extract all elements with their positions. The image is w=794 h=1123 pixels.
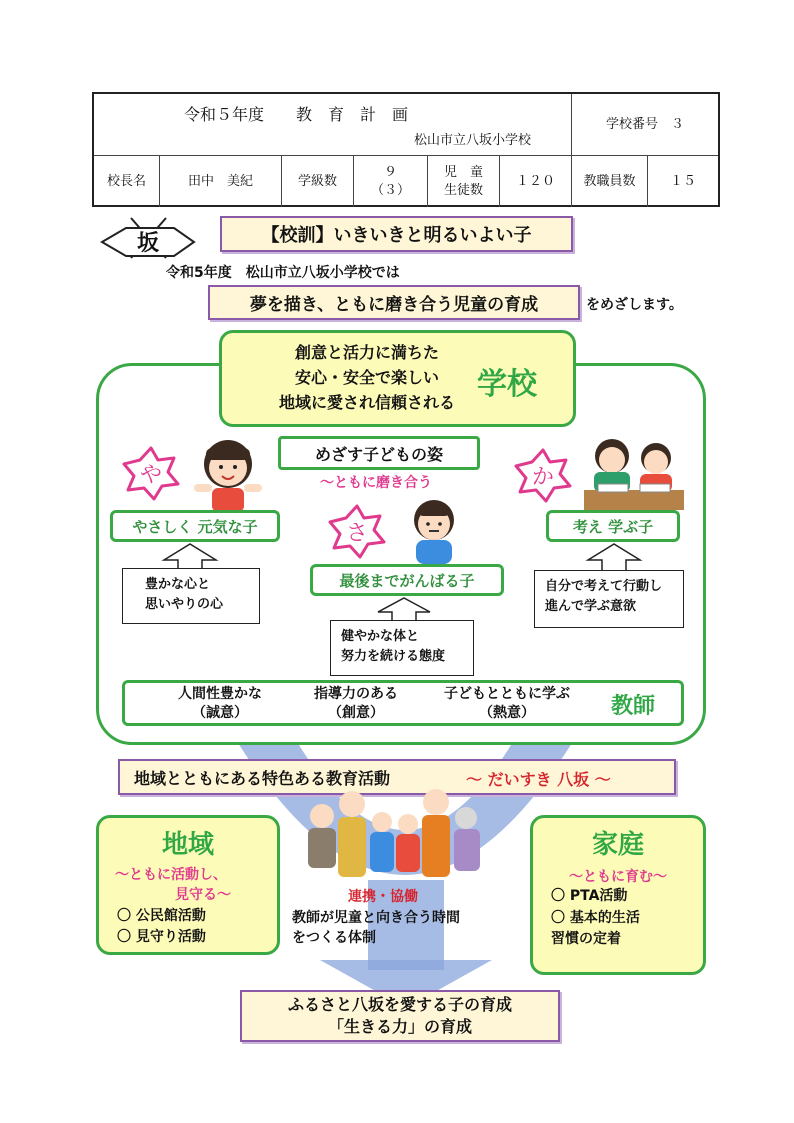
title-cell [94, 94, 572, 156]
plan-title: 令和５年度 教 育 計 画 [184, 105, 409, 124]
activity-text: 地域とともにある特色ある教育活動 [134, 768, 391, 788]
logo-char: 坂 [136, 230, 160, 256]
community-subtitle-1: ～ともに活動し、 [115, 867, 227, 883]
teacher-item-2 [301, 685, 411, 723]
intro-text: 令和5年度 松山市立八坂小学校では [166, 265, 400, 281]
school-line-2: 安心・安全で楽しい [294, 367, 439, 387]
teacher-item-3-bottom: （熱意） [479, 704, 535, 721]
staff-label: 教職員数 [572, 156, 648, 207]
flower-ya-icon [120, 444, 182, 502]
school-description [252, 341, 482, 415]
students-value: １２０ [500, 156, 572, 207]
studying-children-illustration-icon [578, 432, 688, 512]
family-list [551, 886, 640, 951]
outcome-box [240, 990, 560, 1042]
classes-label: 学級数 [282, 156, 354, 207]
collab-desc-1: 教師が児童と向き合う時間 [292, 910, 460, 926]
activity-highlight: ～ だいすき 八坂 ～ [466, 770, 611, 789]
students-label-2: 生徒数 [443, 182, 483, 198]
girl-illustration-icon [188, 432, 268, 512]
flower-ka-icon [512, 446, 574, 504]
school-number: 学校番号 ３ [605, 117, 684, 133]
family-item-2: 〇 基本的生活 [551, 909, 640, 926]
goal-box: 夢を描き、ともに磨き合う児童の育成 [208, 285, 580, 320]
sa-label: 最後までがんばる子 [310, 564, 504, 596]
principal-name: 田中 美紀 [160, 156, 282, 207]
teacher-item-1 [165, 685, 275, 723]
teacher-item-1-top: 人間性豊かな [178, 686, 262, 702]
classes-value-sub: （３） [370, 182, 410, 198]
ideal-subtitle: ～ともに磨き合う [320, 475, 432, 491]
community-item-1: 〇 公民館活動 [117, 908, 206, 924]
teacher-item-3-top: 子どもとともに学ぶ [444, 686, 570, 702]
sa-desc-1: 健やかな体と [341, 629, 420, 644]
teacher-item-2-top: 指導力のある [314, 686, 398, 702]
teacher-label: 教師 [611, 694, 656, 719]
family-group-illustration-icon [300, 786, 490, 884]
school-line-1: 創意と活力に満ちた [294, 343, 439, 362]
sa-desc-2: 努力を続ける態度 [341, 649, 446, 665]
family-box [530, 815, 706, 975]
goal-suffix: をめざします。 [586, 297, 683, 313]
school-motto: 【校訓】いきいきと明るいよい子 [220, 216, 573, 252]
teacher-box [122, 680, 684, 726]
flower-sa-icon [326, 502, 388, 560]
ideal-title: めざす子どもの姿 [278, 436, 480, 470]
ya-description [122, 568, 260, 624]
staff-value: １５ [669, 173, 696, 189]
classes-value-main: ９ [383, 164, 397, 180]
ya-desc-1: 豊かな心と [145, 577, 211, 592]
ka-desc-2: 進んで学ぶ意欲 [545, 599, 637, 615]
collab-description [292, 908, 460, 949]
school-box [219, 330, 576, 427]
flower-sa-char: さ [345, 521, 369, 546]
ka-desc-1: 自分で考えて行動し [545, 579, 663, 594]
family-title: 家庭 [591, 830, 644, 860]
outcome-line-1: ふるさと八坂を愛する子の育成 [287, 994, 512, 1014]
school-line-3: 地域に愛され信頼される [278, 392, 455, 412]
collab-desc-2: をつくる体制 [292, 930, 376, 947]
family-item-1: 〇 PTA活動 [551, 888, 628, 904]
students-label [428, 156, 500, 207]
community-list [117, 906, 206, 948]
teacher-item-3 [427, 685, 587, 723]
flower-ya-char: や [139, 463, 163, 488]
boy-illustration-icon [404, 496, 464, 564]
ka-label: 考え 学ぶ子 [546, 510, 680, 542]
teacher-item-2-bottom: （創意） [328, 704, 384, 721]
outcome-line-2: 「生きる力」の育成 [327, 1017, 472, 1036]
ka-description [534, 570, 684, 628]
family-item-3: 習慣の定着 [551, 931, 621, 948]
teacher-item-1-bottom: （誠意） [192, 704, 248, 721]
community-subtitle-2: 見守る～ [175, 887, 231, 903]
header-table [92, 92, 720, 207]
community-item-2: 〇 見守り活動 [117, 929, 206, 945]
classes-value [354, 156, 428, 207]
sa-description [330, 620, 474, 676]
principal-label: 校長名 [94, 156, 160, 207]
ya-desc-2: 思いやりの心 [145, 597, 224, 613]
ya-label: やさしく 元気な子 [110, 510, 280, 542]
collab-label: 連携・協働 [348, 889, 418, 905]
community-box [96, 815, 280, 955]
school-name: 松山市立八坂小学校 [414, 133, 532, 148]
flower-ka-char: か [531, 465, 555, 490]
school-logo-icon [96, 212, 200, 262]
school-label: 学校 [477, 367, 537, 402]
community-title: 地域 [161, 830, 214, 860]
family-subtitle: ～ともに育む～ [569, 869, 667, 885]
students-label-1: 児 童 [443, 164, 483, 180]
